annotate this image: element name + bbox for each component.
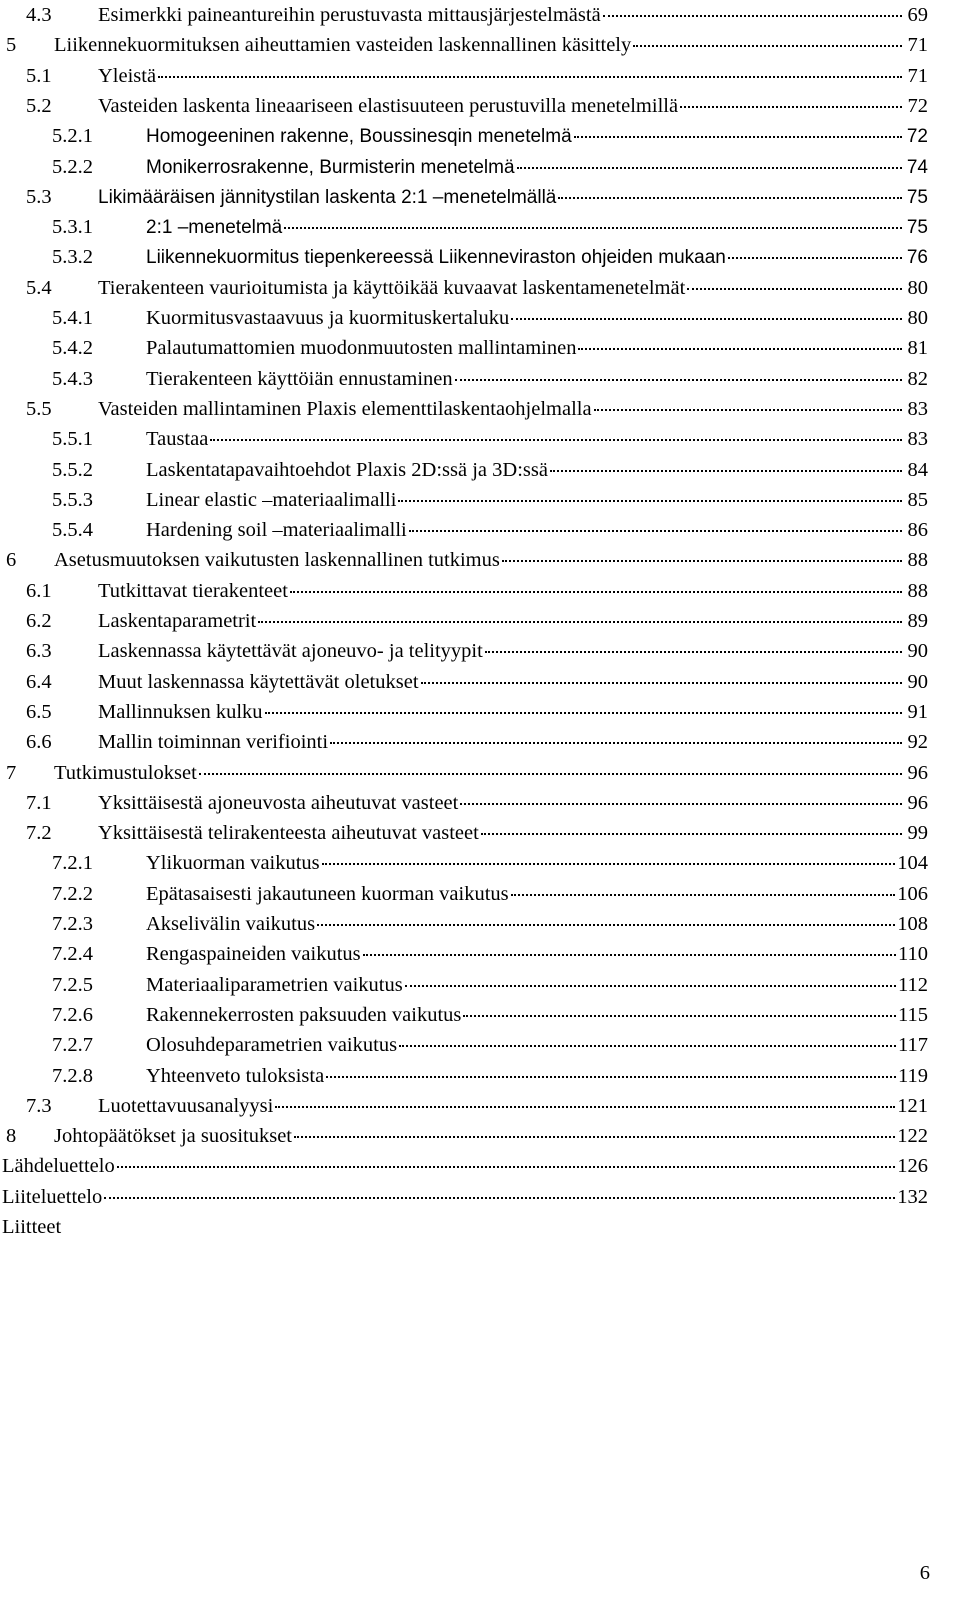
toc-entry-number: 5.4.3 (52, 367, 93, 390)
toc-entry-page: 88 (907, 579, 928, 602)
dot-leader (687, 288, 902, 290)
dot-leader (502, 560, 902, 562)
toc-entry-title: Hardening soil –materiaalimalli (146, 519, 407, 542)
toc-entry-number: 6.3 (26, 640, 52, 663)
dot-leader (104, 1197, 895, 1199)
toc-entry[interactable] (6, 30, 928, 60)
dot-leader (317, 924, 895, 926)
toc-entry-number: 7.2.4 (52, 943, 93, 966)
toc-entry[interactable] (6, 1121, 928, 1151)
toc-entry-title: Asetusmuutoksen vaikutusten laskennallinen tutkimus (54, 549, 500, 572)
toc-entry-title: Tierakenteen vaurioitumista ja käyttöikää kuvaavat laskentamenetelmät (98, 276, 686, 299)
toc-entry-title: Palautumattomien muodonmuutosten mallintaminen (146, 337, 577, 360)
toc-entry-title: Mallinnuksen kulku (98, 700, 263, 723)
dot-leader (199, 773, 902, 775)
toc-entry[interactable] (6, 545, 928, 575)
toc-entry[interactable] (2, 1212, 61, 1242)
toc-entry-title: Liikennekuormituksen aiheuttamien vasteiden laskennallinen käsittely (54, 34, 632, 57)
toc-entry-title: Tierakenteen käyttöiän ennustaminen (146, 367, 453, 390)
toc-entry[interactable] (26, 273, 928, 303)
toc-entry-title: Olosuhdeparametrien vaikutus (146, 1034, 398, 1057)
toc-entry-page: 110 (898, 943, 928, 966)
toc-entry-title: Materiaaliparametrien vaikutus (146, 973, 403, 996)
toc-entry-title: Muut laskennassa käytettävät oletukset (98, 670, 419, 693)
toc-entry-page: 83 (907, 428, 928, 451)
toc-entry-title: Laskennassa käytettävät ajoneuvo- ja telityypit (98, 640, 483, 663)
page-number: 6 (919, 1562, 930, 1584)
dot-leader (578, 348, 902, 350)
toc-entry-page: 104 (897, 852, 928, 875)
dot-leader (633, 45, 902, 47)
dot-leader (290, 591, 902, 593)
toc-entry-page: 99 (907, 822, 928, 845)
toc-entry[interactable] (2, 1182, 928, 1212)
toc-entry[interactable] (26, 606, 928, 636)
toc-entry[interactable] (52, 485, 928, 515)
dot-leader (550, 470, 902, 472)
dot-leader (511, 894, 896, 896)
toc-entry[interactable] (26, 1091, 928, 1121)
dot-leader (460, 803, 902, 805)
toc-entry-number: 6.5 (26, 700, 52, 723)
dot-leader (117, 1166, 896, 1168)
toc-entry-page: 96 (907, 791, 928, 814)
toc-entry[interactable] (52, 1000, 928, 1030)
dot-leader (326, 1076, 896, 1078)
dot-leader (594, 409, 902, 411)
dot-leader (330, 742, 902, 744)
toc-entry-page: 69 (907, 4, 928, 26)
toc-entry-number: 7.2.7 (52, 1034, 93, 1057)
toc-entry-page: 119 (898, 1064, 928, 1087)
dot-leader (558, 197, 902, 199)
toc-entry-number: 5.5.1 (52, 428, 93, 451)
dot-leader (258, 621, 902, 623)
toc-entry-page: 117 (898, 1034, 928, 1057)
toc-entry-number: 5.3.2 (52, 246, 93, 269)
toc-entry-title: Liiteluettelo (2, 1185, 103, 1208)
toc-entry-number: 5.4.2 (52, 337, 93, 360)
toc-entry[interactable] (26, 697, 928, 727)
toc-entry-page: 132 (897, 1185, 928, 1208)
toc-entry-page: 90 (907, 640, 928, 663)
toc-entry[interactable] (52, 879, 928, 909)
toc-entry-title: Linear elastic –materiaalimalli (146, 488, 397, 511)
toc-entry-title: Tutkimustulokset (54, 761, 197, 784)
toc-entry-page: 84 (907, 458, 928, 481)
toc-entry-page: 75 (906, 186, 928, 208)
dot-leader (728, 257, 902, 259)
toc-entry[interactable] (26, 0, 928, 30)
toc-entry-title: Monikerrosrakenne, Burmisterin menetelmä (146, 156, 515, 178)
toc-entry-number: 5.1 (26, 64, 52, 87)
dot-leader (409, 530, 902, 532)
toc-entry-page: 122 (897, 1125, 928, 1148)
dot-leader (322, 863, 896, 865)
dot-leader (574, 136, 902, 138)
toc-entry-title: Yleistä (98, 64, 157, 87)
toc-entry-page: 83 (907, 397, 928, 420)
toc-entry[interactable] (52, 848, 928, 878)
dot-leader (363, 954, 896, 956)
toc-entry-title: Rakennekerrosten paksuuden vaikutus (146, 1003, 462, 1026)
toc-entry-page: 85 (907, 488, 928, 511)
toc-entry-number: 7.2.6 (52, 1003, 93, 1026)
toc-entry-number: 7.2 (26, 822, 52, 845)
dot-leader (517, 167, 902, 169)
toc-entry-number: 7.2.2 (52, 882, 93, 905)
toc-entry-page: 106 (897, 882, 928, 905)
toc-entry-title: Yhteenveto tuloksista (146, 1064, 325, 1087)
toc-entry-title: Ylikuorman vaikutus (146, 852, 320, 875)
dot-leader (399, 1045, 896, 1047)
dot-leader (603, 15, 902, 17)
toc-entry-number: 7.1 (26, 791, 52, 814)
toc-entry[interactable] (26, 727, 928, 757)
dot-leader (485, 651, 902, 653)
toc-entry-number: 7.2.5 (52, 973, 93, 996)
toc-entry-page: 126 (897, 1155, 928, 1178)
toc-entry-page: 76 (906, 247, 928, 269)
toc-entry-page: 112 (898, 973, 928, 996)
toc-entry[interactable] (52, 424, 928, 454)
toc-entry[interactable] (52, 909, 928, 939)
toc-entry-page: 82 (907, 367, 928, 390)
toc-entry-title: Laskentatapavaihtoehdot Plaxis 2D:ssä ja 3D:ssä (146, 458, 548, 481)
toc-entry[interactable] (52, 242, 928, 272)
toc-entry-page: 96 (907, 761, 928, 784)
toc-entry[interactable] (52, 455, 928, 485)
toc-entry-page: 108 (897, 913, 928, 935)
toc-entry-page: 88 (907, 549, 928, 572)
toc-entry-title: Laskentaparametrit (98, 610, 257, 632)
toc-entry[interactable] (52, 1030, 928, 1060)
toc-entry[interactable] (52, 364, 928, 394)
toc-entry-number: 5.3.1 (52, 216, 93, 239)
toc-entry-title: Luotettavuusanalyysi (98, 1094, 274, 1117)
toc-entry-page: 71 (907, 64, 928, 87)
toc-entry[interactable] (26, 636, 928, 666)
toc-entry-number: 5.4.1 (52, 307, 93, 329)
toc-entry-title: Vasteiden mallintaminen Plaxis elementtilaskentaohjelmalla (98, 397, 592, 420)
toc-entry-number: 7.2.1 (52, 852, 93, 875)
toc-entry-number: 7.3 (26, 1094, 52, 1117)
toc-entry-page: 80 (907, 276, 928, 299)
toc-entry-title: Yksittäisestä ajoneuvosta aiheutuvat vasteet (98, 791, 459, 814)
toc-entry-number: 8 (6, 1125, 17, 1148)
toc-entry-page: 115 (898, 1003, 928, 1026)
dot-leader (405, 985, 896, 987)
toc-entry-number: 6.4 (26, 670, 52, 693)
dot-leader (481, 833, 902, 835)
toc-entry-number: 5.5.4 (52, 519, 93, 542)
toc-entry-page: 72 (906, 126, 928, 148)
dot-leader (284, 227, 902, 229)
toc-entry-number: 6 (6, 549, 17, 572)
toc-entry-page: 75 (906, 217, 928, 239)
dot-leader (463, 1015, 896, 1017)
toc-entry[interactable] (52, 939, 928, 969)
toc-entry-number: 5 (6, 34, 17, 57)
toc-entry[interactable] (26, 91, 928, 121)
dot-leader (455, 379, 902, 381)
toc-entry-title: Liikennekuormitus tiepenkereessä Liikenneviraston ohjeiden mukaan (146, 247, 726, 269)
toc-entry-page: 92 (907, 731, 928, 754)
dot-leader (398, 500, 902, 502)
toc-entry-page: 91 (907, 700, 928, 723)
toc-entry[interactable] (26, 61, 928, 91)
toc-entry-title: Rengaspaineiden vaikutus (146, 943, 361, 966)
dot-leader (158, 76, 902, 78)
toc-entry[interactable] (52, 121, 928, 151)
dot-leader (210, 439, 902, 441)
toc-entry[interactable] (52, 152, 928, 182)
toc-entry-page: 71 (907, 34, 928, 57)
toc-entry-number: 7.2.8 (52, 1064, 93, 1087)
toc-entry[interactable] (26, 788, 928, 818)
toc-entry-number: 4.3 (26, 4, 52, 26)
toc-entry[interactable] (52, 970, 928, 1000)
toc-entry[interactable] (26, 182, 928, 212)
toc-entry-title: Vasteiden laskenta lineaariseen elastisuuteen perustuvilla menetelmillä (98, 94, 679, 117)
toc-entry-title: Homogeeninen rakenne, Boussinesqin menetelmä (146, 126, 572, 148)
toc-entry[interactable] (6, 758, 928, 788)
toc-entry-number: 5.2.1 (52, 125, 93, 148)
toc-entry-title: Epätasaisesti jakautuneen kuorman vaikutus (146, 882, 509, 905)
toc-entry-number: 6.6 (26, 731, 52, 754)
toc-entry-number: 5.3 (26, 185, 52, 208)
toc-entry-number: 5.2 (26, 94, 52, 117)
toc-entry-number: 5.2.2 (52, 155, 93, 178)
toc-entry[interactable] (26, 394, 928, 424)
toc-entry-title: Yksittäisestä telirakenteesta aiheutuvat vasteet (98, 822, 479, 845)
toc-entry-title: Esimerkki paineantureihin perustuvasta mittausjärjestelmästä (98, 4, 601, 26)
toc-entry-title: 2:1 –menetelmä (146, 217, 283, 239)
toc-entry-page: 80 (907, 307, 928, 329)
toc-entry-number: 5.5.3 (52, 488, 93, 511)
toc-entry-number: 5.5 (26, 397, 52, 420)
dot-leader (275, 1106, 895, 1108)
toc-entry-page: 72 (907, 94, 928, 117)
dot-leader (511, 318, 902, 320)
toc-entry[interactable] (26, 818, 928, 848)
toc-entry-title: Mallin toiminnan verifiointi (98, 731, 329, 754)
toc-entry-number: 6.1 (26, 579, 52, 602)
toc-entry[interactable] (26, 576, 928, 606)
toc-entry-page: 89 (907, 610, 928, 632)
toc-entry-page: 86 (907, 519, 928, 542)
toc-entry-title: Tutkittavat tierakenteet (98, 579, 288, 602)
toc-entry-page: 81 (907, 337, 928, 360)
toc-entry[interactable] (52, 303, 928, 333)
dot-leader (265, 712, 902, 714)
toc-entry[interactable] (52, 1061, 928, 1091)
toc-entry-title: Likimääräisen jännitystilan laskenta 2:1 –menetelmällä (98, 186, 557, 208)
toc-entry[interactable] (52, 515, 928, 545)
toc-entry-page: 90 (907, 670, 928, 693)
toc-entry-title: Taustaa (146, 428, 209, 451)
toc-entry-title: Akselivälin vaikutus (146, 913, 316, 935)
toc-entry-title: Johtopäätökset ja suositukset (54, 1125, 293, 1148)
toc-entry[interactable] (52, 212, 928, 242)
toc-entry-page: 121 (897, 1094, 928, 1117)
toc-entry-number: 5.5.2 (52, 458, 93, 481)
dot-leader (680, 106, 902, 108)
dot-leader (421, 682, 902, 684)
toc-entry-number: 5.4 (26, 276, 52, 299)
dot-leader (294, 1136, 895, 1138)
toc-entry[interactable] (26, 667, 928, 697)
toc-entry[interactable] (2, 1151, 928, 1181)
toc-entry-number: 7.2.3 (52, 913, 93, 935)
toc-entry-title: Liitteet (2, 1216, 62, 1238)
toc-entry[interactable] (52, 333, 928, 363)
toc-entry-title: Lähdeluettelo (2, 1155, 115, 1178)
toc-entry-title: Kuormitusvastaavuus ja kuormituskertaluku (146, 307, 510, 329)
toc-entry-page: 74 (906, 156, 928, 178)
toc-entry-number: 7 (6, 761, 17, 784)
toc-entry-number: 6.2 (26, 610, 52, 632)
